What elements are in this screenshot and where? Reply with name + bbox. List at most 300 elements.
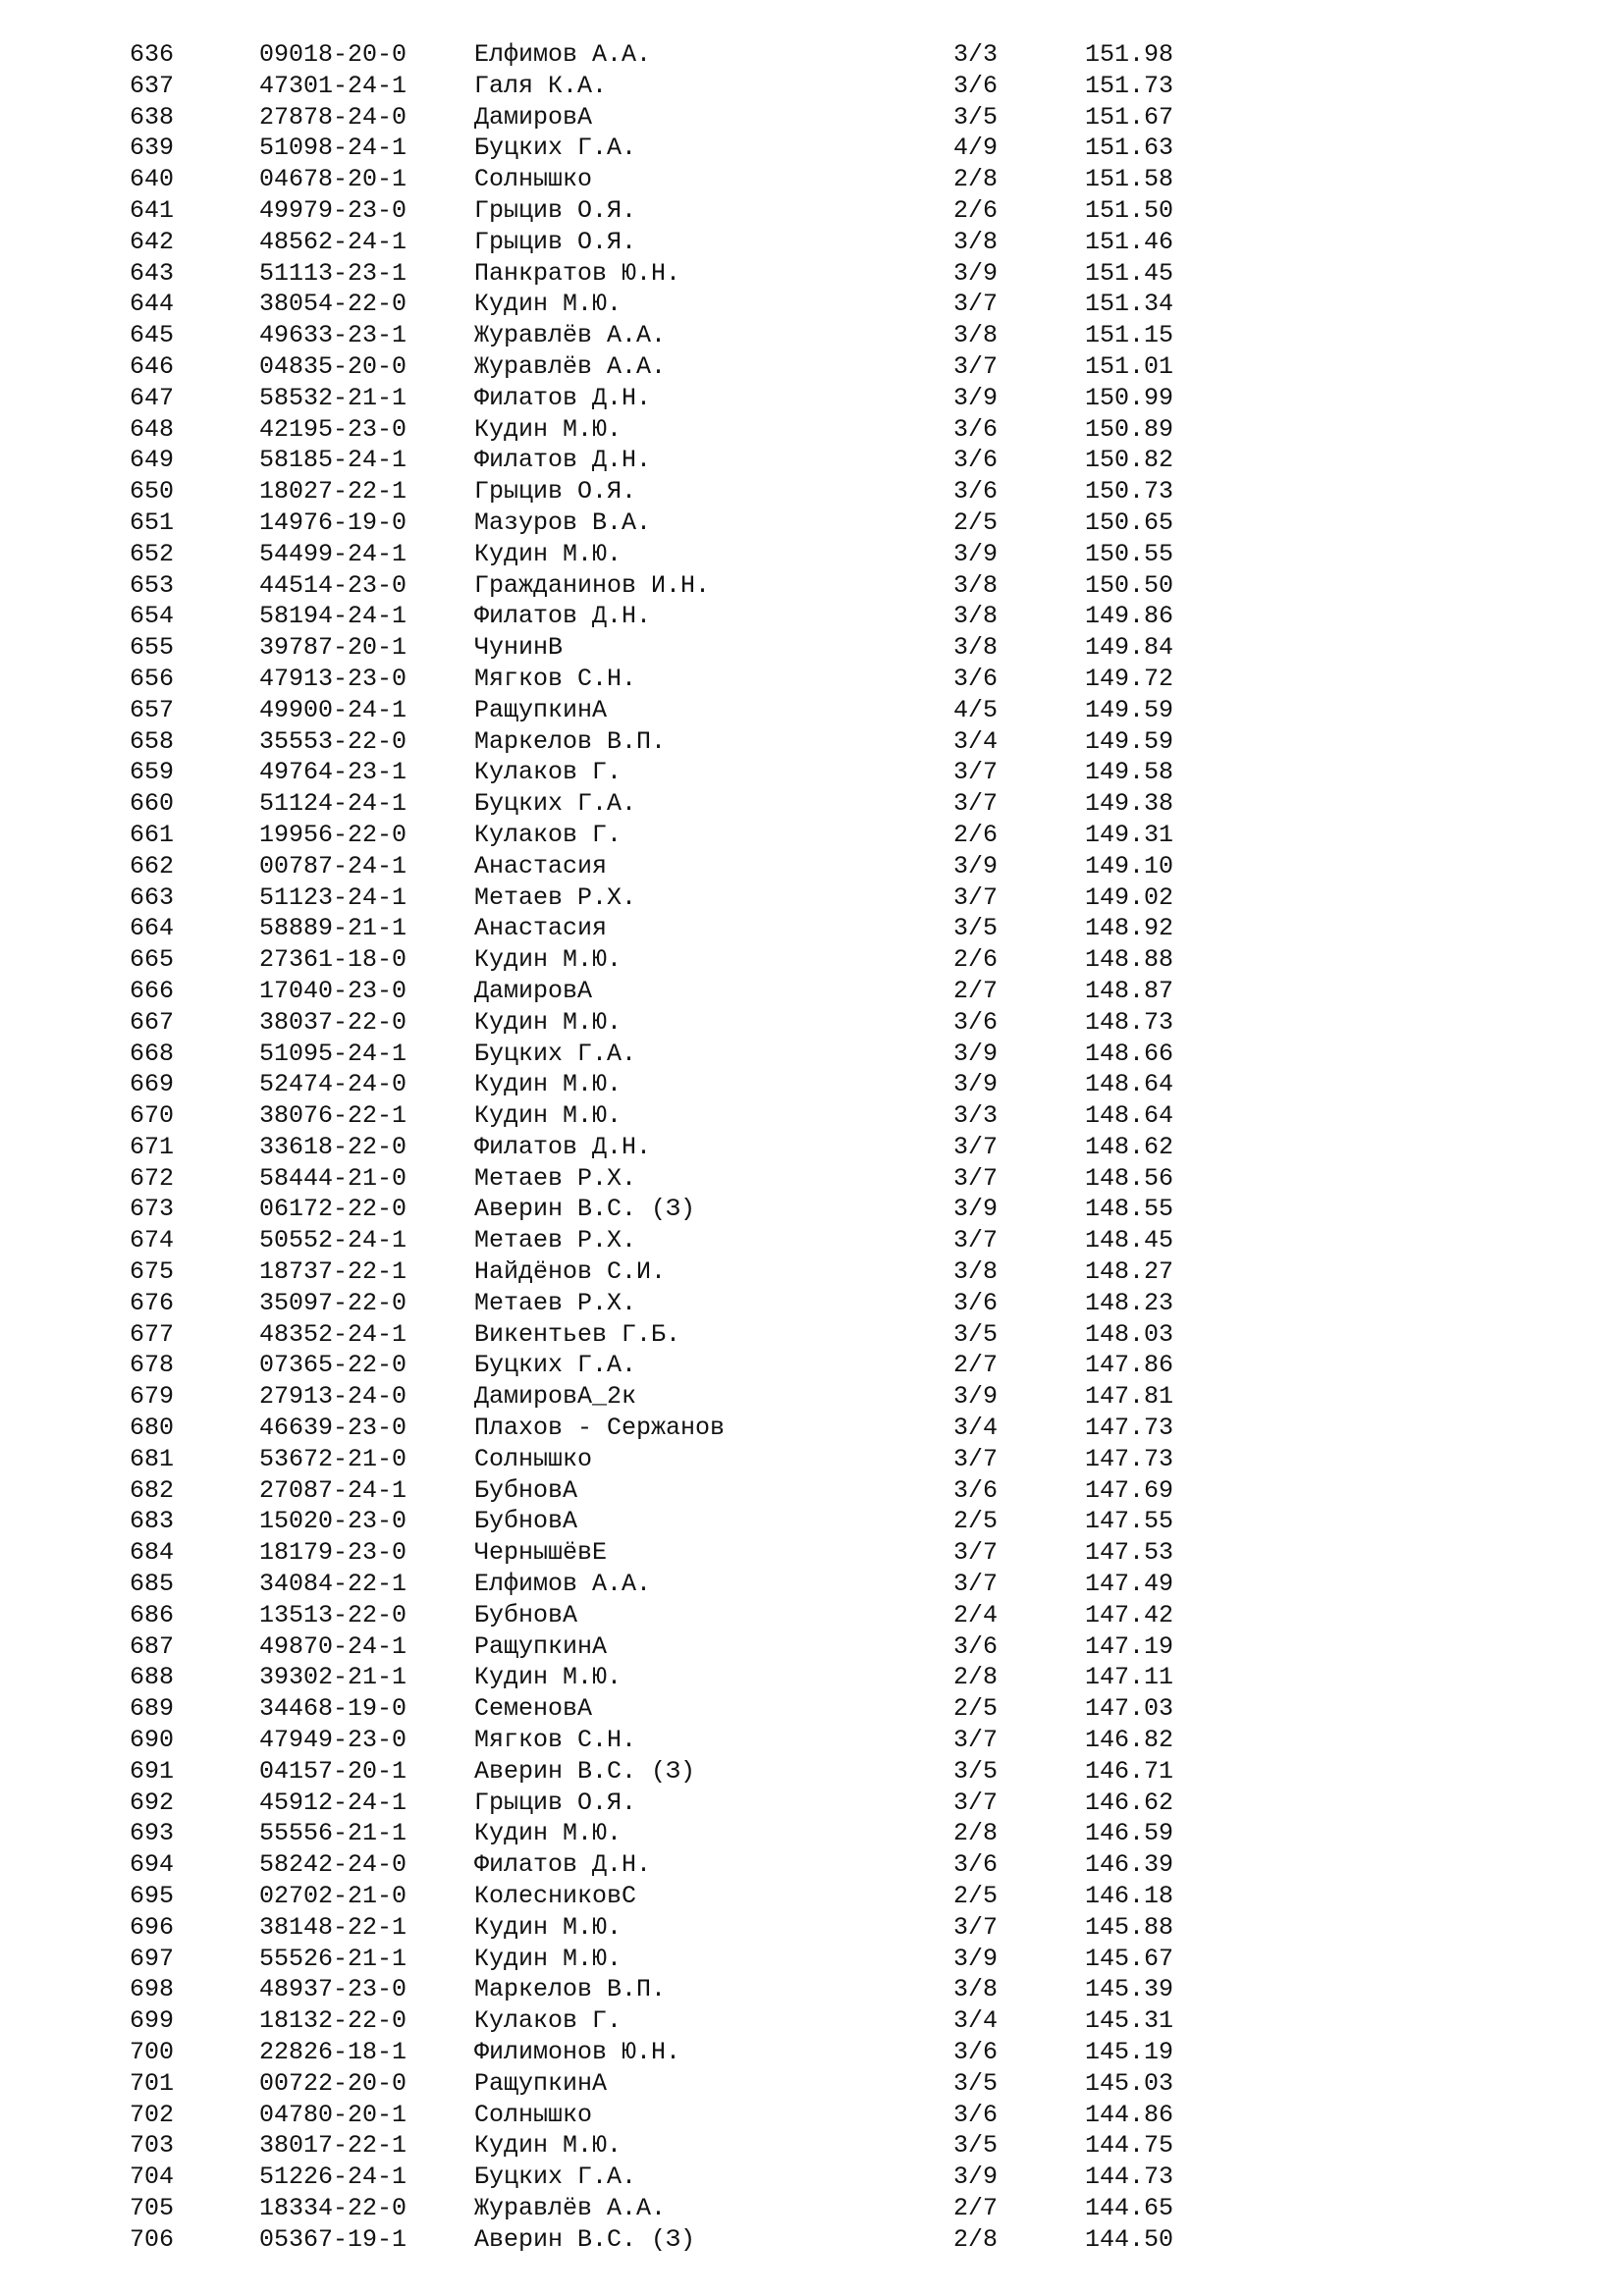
row-number: 684	[130, 1538, 175, 1568]
table-row	[0, 133, 1624, 164]
table-row	[0, 476, 1624, 507]
row-name: РащупкинА	[474, 695, 608, 724]
row-name: Буцких Г.А.	[474, 1039, 637, 1068]
row-name: Журавлёв А.А.	[474, 321, 667, 350]
row-score: 145.39	[1085, 1975, 1174, 2004]
row-name: Филатов Д.Н.	[474, 446, 652, 475]
table-row	[0, 71, 1624, 102]
row-number: 637	[130, 71, 175, 100]
row-name: Мазуров В.А.	[474, 507, 652, 537]
row-name: БубновА	[474, 1507, 578, 1536]
row-name: Грыцив О.Я.	[474, 1788, 637, 1817]
row-number: 706	[130, 2224, 175, 2254]
row-code: 49764-23-1	[259, 758, 407, 787]
row-score: 146.71	[1085, 1756, 1174, 1786]
row-name: Кудин М.Ю.	[474, 1663, 623, 1692]
row-score: 147.49	[1085, 1570, 1174, 1599]
row-code: 38054-22-0	[259, 290, 407, 319]
row-number: 696	[130, 1912, 175, 1942]
row-code: 51124-24-1	[259, 789, 407, 819]
row-name: Буцких Г.А.	[474, 2163, 637, 2192]
row-name: Кулаков Г.	[474, 2006, 623, 2036]
row-number: 698	[130, 1975, 175, 2004]
row-score: 148.27	[1085, 1257, 1174, 1287]
row-number: 647	[130, 383, 175, 412]
row-score: 151.45	[1085, 258, 1174, 288]
row-code: 58532-21-1	[259, 383, 407, 412]
table-row	[0, 1288, 1624, 1319]
row-code: 22826-18-1	[259, 2038, 407, 2066]
row-score: 147.69	[1085, 1475, 1174, 1505]
row-ratio: 3/9	[953, 1382, 999, 1412]
row-number: 675	[130, 1257, 175, 1287]
row-ratio: 3/9	[953, 258, 999, 288]
row-ratio: 3/6	[953, 1288, 999, 1317]
row-code: 34468-19-0	[259, 1694, 407, 1724]
row-name: Елфимов А.А.	[474, 1570, 652, 1599]
row-score: 151.63	[1085, 133, 1174, 163]
row-ratio: 3/8	[953, 1257, 999, 1287]
row-number: 661	[130, 820, 175, 849]
row-code: 19956-22-0	[259, 820, 407, 849]
row-code: 04678-20-1	[259, 165, 407, 194]
row-score: 148.23	[1085, 1288, 1174, 1317]
row-name: Кудин М.Ю.	[474, 414, 623, 444]
row-name: Кудин М.Ю.	[474, 1819, 623, 1848]
results-table	[0, 39, 1624, 2256]
row-name: Грыцив О.Я.	[474, 227, 637, 256]
table-row	[0, 258, 1624, 290]
row-code: 44514-23-0	[259, 570, 407, 600]
row-name: Кудин М.Ю.	[474, 290, 623, 319]
table-row	[0, 1631, 1624, 1663]
row-ratio: 3/9	[953, 2163, 999, 2192]
row-name: Аверин В.С. (З)	[474, 1195, 696, 1224]
table-row	[0, 1350, 1624, 1381]
row-score: 149.02	[1085, 882, 1174, 912]
table-row	[0, 1256, 1624, 1288]
row-name: Журавлёв А.А.	[474, 351, 667, 381]
table-row	[0, 1069, 1624, 1100]
row-number: 688	[130, 1663, 175, 1692]
row-score: 148.73	[1085, 1007, 1174, 1037]
row-number: 638	[130, 102, 175, 132]
row-name: Кудин М.Ю.	[474, 945, 623, 975]
table-row	[0, 2162, 1624, 2193]
row-ratio: 3/8	[953, 227, 999, 256]
row-score: 148.45	[1085, 1226, 1174, 1255]
row-code: 18334-22-0	[259, 2193, 407, 2222]
row-code: 38017-22-1	[259, 2131, 407, 2161]
row-name: Кудин М.Ю.	[474, 1101, 623, 1131]
row-number: 702	[130, 2100, 175, 2129]
row-score: 147.03	[1085, 1694, 1174, 1724]
table-row	[0, 976, 1624, 1007]
row-number: 660	[130, 789, 175, 819]
table-row	[0, 664, 1624, 695]
row-code: 47301-24-1	[259, 71, 407, 100]
table-row	[0, 39, 1624, 71]
row-name: Солнышко	[474, 165, 593, 194]
row-ratio: 3/5	[953, 1319, 999, 1349]
row-ratio: 3/7	[953, 290, 999, 319]
row-ratio: 3/6	[953, 446, 999, 475]
row-name: Филатов Д.Н.	[474, 1850, 652, 1880]
row-code: 17040-23-0	[259, 976, 407, 1005]
table-row	[0, 695, 1624, 726]
row-number: 676	[130, 1288, 175, 1317]
table-row	[0, 1569, 1624, 1600]
row-code: 27913-24-0	[259, 1382, 407, 1412]
row-ratio: 3/7	[953, 351, 999, 381]
row-score: 146.18	[1085, 1882, 1174, 1911]
row-number: 701	[130, 2068, 175, 2098]
row-number: 655	[130, 633, 175, 663]
row-score: 147.55	[1085, 1507, 1174, 1536]
row-name: Маркелов В.П.	[474, 726, 667, 756]
row-name: Филатов Д.Н.	[474, 383, 652, 412]
row-name: Метаев Р.Х.	[474, 1163, 637, 1193]
row-code: 18737-22-1	[259, 1257, 407, 1287]
table-row	[0, 1600, 1624, 1631]
row-number: 653	[130, 570, 175, 600]
row-code: 34084-22-1	[259, 1570, 407, 1599]
row-ratio: 3/5	[953, 1756, 999, 1786]
row-code: 18027-22-1	[259, 477, 407, 507]
row-score: 149.58	[1085, 758, 1174, 787]
row-ratio: 3/7	[953, 1163, 999, 1193]
table-row	[0, 2037, 1624, 2068]
row-score: 151.15	[1085, 321, 1174, 350]
row-number: 700	[130, 2038, 175, 2066]
table-row	[0, 882, 1624, 914]
row-score: 144.65	[1085, 2193, 1174, 2222]
row-code: 49870-24-1	[259, 1631, 407, 1661]
row-number: 679	[130, 1382, 175, 1412]
row-ratio: 3/5	[953, 2068, 999, 2098]
row-score: 149.38	[1085, 789, 1174, 819]
row-name: БубновА	[474, 1475, 578, 1505]
row-name: Кудин М.Ю.	[474, 1944, 623, 1973]
row-code: 45912-24-1	[259, 1788, 407, 1817]
row-ratio: 3/3	[953, 40, 999, 69]
row-ratio: 2/5	[953, 507, 999, 537]
row-ratio: 3/6	[953, 2038, 999, 2066]
row-score: 145.03	[1085, 2068, 1174, 2098]
row-ratio: 4/9	[953, 133, 999, 163]
row-code: 51098-24-1	[259, 133, 407, 163]
row-code: 04157-20-1	[259, 1756, 407, 1786]
row-ratio: 3/6	[953, 1631, 999, 1661]
row-name: Аверин В.С. (З)	[474, 2224, 696, 2254]
row-code: 27361-18-0	[259, 945, 407, 975]
table-row	[0, 2068, 1624, 2100]
row-code: 53672-21-0	[259, 1444, 407, 1473]
row-score: 149.59	[1085, 695, 1174, 724]
row-number: 667	[130, 1007, 175, 1037]
row-code: 49979-23-0	[259, 195, 407, 225]
table-row	[0, 1725, 1624, 1756]
row-score: 147.19	[1085, 1631, 1174, 1661]
row-name: Гражданинов И.Н.	[474, 570, 711, 600]
row-name: Буцких Г.А.	[474, 1351, 637, 1380]
row-ratio: 3/5	[953, 102, 999, 132]
row-score: 150.99	[1085, 383, 1174, 412]
table-row	[0, 2005, 1624, 2037]
row-score: 149.31	[1085, 820, 1174, 849]
row-code: 58889-21-1	[259, 914, 407, 943]
row-score: 151.67	[1085, 102, 1174, 132]
row-number: 649	[130, 446, 175, 475]
row-number: 693	[130, 1819, 175, 1848]
row-code: 35553-22-0	[259, 726, 407, 756]
row-name: Галя К.А.	[474, 71, 608, 100]
row-name: КолесниковС	[474, 1882, 637, 1911]
row-code: 27087-24-1	[259, 1475, 407, 1505]
table-row	[0, 601, 1624, 632]
row-name: Метаев Р.Х.	[474, 882, 637, 912]
row-number: 645	[130, 321, 175, 350]
row-name: Солнышко	[474, 2100, 593, 2129]
row-ratio: 3/9	[953, 383, 999, 412]
row-ratio: 3/7	[953, 789, 999, 819]
table-row	[0, 1849, 1624, 1881]
row-score: 147.73	[1085, 1444, 1174, 1473]
row-name: Кудин М.Ю.	[474, 2131, 623, 2161]
table-row	[0, 195, 1624, 227]
table-row	[0, 2224, 1624, 2256]
row-score: 148.56	[1085, 1163, 1174, 1193]
table-row	[0, 1881, 1624, 1912]
table-row	[0, 1537, 1624, 1569]
table-row	[0, 1194, 1624, 1225]
row-code: 00722-20-0	[259, 2068, 407, 2098]
row-number: 664	[130, 914, 175, 943]
row-ratio: 3/6	[953, 2100, 999, 2129]
row-score: 148.62	[1085, 1132, 1174, 1161]
row-score: 144.73	[1085, 2163, 1174, 2192]
row-code: 55556-21-1	[259, 1819, 407, 1848]
row-number: 697	[130, 1944, 175, 1973]
row-code: 27878-24-0	[259, 102, 407, 132]
row-number: 694	[130, 1850, 175, 1880]
row-code: 42195-23-0	[259, 414, 407, 444]
table-row	[0, 1912, 1624, 1944]
row-code: 58194-24-1	[259, 602, 407, 631]
row-code: 39302-21-1	[259, 1663, 407, 1692]
row-number: 668	[130, 1039, 175, 1068]
table-row	[0, 414, 1624, 446]
table-row	[0, 913, 1624, 944]
row-name: Елфимов А.А.	[474, 40, 652, 69]
row-ratio: 3/8	[953, 633, 999, 663]
row-name: Анастасия	[474, 914, 608, 943]
row-ratio: 3/8	[953, 570, 999, 600]
row-score: 151.34	[1085, 290, 1174, 319]
row-name: Буцких Г.А.	[474, 789, 637, 819]
row-ratio: 3/6	[953, 664, 999, 693]
table-row	[0, 539, 1624, 570]
table-row	[0, 632, 1624, 664]
row-score: 150.73	[1085, 477, 1174, 507]
table-row	[0, 1818, 1624, 1849]
row-name: Филимонов Ю.Н.	[474, 2038, 681, 2066]
row-name: Кудин М.Ю.	[474, 1070, 623, 1099]
table-row	[0, 1100, 1624, 1132]
row-name: Мягков С.Н.	[474, 1726, 637, 1755]
row-score: 148.64	[1085, 1070, 1174, 1099]
row-code: 48562-24-1	[259, 227, 407, 256]
table-row	[0, 1662, 1624, 1693]
row-ratio: 3/7	[953, 1444, 999, 1473]
row-score: 149.72	[1085, 664, 1174, 693]
row-ratio: 2/6	[953, 195, 999, 225]
row-number: 644	[130, 290, 175, 319]
row-ratio: 3/4	[953, 1414, 999, 1443]
row-ratio: 3/4	[953, 2006, 999, 2036]
table-row	[0, 320, 1624, 351]
row-number: 646	[130, 351, 175, 381]
row-ratio: 3/9	[953, 1039, 999, 1068]
row-code: 04835-20-0	[259, 351, 407, 381]
row-code: 02702-21-0	[259, 1882, 407, 1911]
row-ratio: 3/6	[953, 1475, 999, 1505]
table-row	[0, 1475, 1624, 1507]
table-row	[0, 820, 1624, 851]
table-row	[0, 944, 1624, 976]
row-name: Метаев Р.Х.	[474, 1226, 637, 1255]
row-number: 639	[130, 133, 175, 163]
row-name: Метаев Р.Х.	[474, 1288, 637, 1317]
row-ratio: 2/7	[953, 2193, 999, 2222]
row-score: 148.92	[1085, 914, 1174, 943]
row-score: 147.42	[1085, 1600, 1174, 1629]
row-code: 18132-22-0	[259, 2006, 407, 2036]
row-number: 689	[130, 1694, 175, 1724]
row-ratio: 3/6	[953, 1007, 999, 1037]
row-score: 148.87	[1085, 976, 1174, 1005]
row-name: ДамировА	[474, 102, 593, 132]
row-name: Кулаков Г.	[474, 820, 623, 849]
table-row	[0, 851, 1624, 882]
row-code: 58444-21-0	[259, 1163, 407, 1193]
row-code: 07365-22-0	[259, 1351, 407, 1380]
row-number: 666	[130, 976, 175, 1005]
row-name: Кудин М.Ю.	[474, 539, 623, 568]
row-ratio: 3/6	[953, 71, 999, 100]
row-ratio: 2/4	[953, 1600, 999, 1629]
table-row	[0, 1413, 1624, 1444]
row-code: 48352-24-1	[259, 1319, 407, 1349]
row-score: 151.73	[1085, 71, 1174, 100]
row-number: 687	[130, 1631, 175, 1661]
row-code: 00787-24-1	[259, 851, 407, 881]
row-score: 148.66	[1085, 1039, 1174, 1068]
row-score: 147.53	[1085, 1538, 1174, 1568]
row-ratio: 3/3	[953, 1101, 999, 1131]
row-number: 657	[130, 695, 175, 724]
row-number: 636	[130, 40, 175, 69]
row-number: 650	[130, 477, 175, 507]
row-ratio: 2/8	[953, 1819, 999, 1848]
row-score: 151.58	[1085, 165, 1174, 194]
row-code: 33618-22-0	[259, 1132, 407, 1161]
row-name: Кудин М.Ю.	[474, 1007, 623, 1037]
row-ratio: 2/5	[953, 1694, 999, 1724]
row-number: 682	[130, 1475, 175, 1505]
row-ratio: 3/7	[953, 1726, 999, 1755]
row-score: 148.03	[1085, 1319, 1174, 1349]
row-score: 150.65	[1085, 507, 1174, 537]
row-score: 145.19	[1085, 2038, 1174, 2066]
table-row	[0, 1039, 1624, 1070]
table-row	[0, 1756, 1624, 1788]
row-score: 151.98	[1085, 40, 1174, 69]
row-number: 659	[130, 758, 175, 787]
row-ratio: 3/9	[953, 1944, 999, 1973]
row-code: 47913-23-0	[259, 664, 407, 693]
table-row	[0, 351, 1624, 383]
row-number: 704	[130, 2163, 175, 2192]
row-ratio: 2/5	[953, 1507, 999, 1536]
row-number: 699	[130, 2006, 175, 2036]
row-ratio: 3/7	[953, 1132, 999, 1161]
row-code: 52474-24-0	[259, 1070, 407, 1099]
row-ratio: 4/5	[953, 695, 999, 724]
row-number: 678	[130, 1351, 175, 1380]
row-score: 151.01	[1085, 351, 1174, 381]
row-ratio: 3/8	[953, 602, 999, 631]
row-code: 04780-20-1	[259, 2100, 407, 2129]
row-number: 641	[130, 195, 175, 225]
row-ratio: 3/7	[953, 1788, 999, 1817]
row-ratio: 2/8	[953, 165, 999, 194]
row-code: 39787-20-1	[259, 633, 407, 663]
table-row	[0, 289, 1624, 320]
row-name: Журавлёв А.А.	[474, 2193, 667, 2222]
table-row	[0, 1944, 1624, 1975]
table-row	[0, 757, 1624, 788]
row-score: 150.82	[1085, 446, 1174, 475]
table-row	[0, 1319, 1624, 1351]
row-number: 671	[130, 1132, 175, 1161]
table-row	[0, 102, 1624, 133]
row-code: 09018-20-0	[259, 40, 407, 69]
row-score: 149.59	[1085, 726, 1174, 756]
row-number: 654	[130, 602, 175, 631]
row-name: Грыцив О.Я.	[474, 195, 637, 225]
row-number: 640	[130, 165, 175, 194]
table-row	[0, 726, 1624, 758]
row-number: 652	[130, 539, 175, 568]
row-name: Панкратов Ю.Н.	[474, 258, 681, 288]
row-ratio: 3/8	[953, 1975, 999, 2004]
table-row	[0, 1974, 1624, 2005]
row-ratio: 3/7	[953, 1538, 999, 1568]
table-row	[0, 788, 1624, 820]
row-name: Буцких Г.А.	[474, 133, 637, 163]
row-score: 147.11	[1085, 1663, 1174, 1692]
row-code: 38148-22-1	[259, 1912, 407, 1942]
row-score: 145.67	[1085, 1944, 1174, 1973]
row-code: 54499-24-1	[259, 539, 407, 568]
row-code: 13513-22-0	[259, 1600, 407, 1629]
row-code: 47949-23-0	[259, 1726, 407, 1755]
row-number: 672	[130, 1163, 175, 1193]
row-score: 145.88	[1085, 1912, 1174, 1942]
row-number: 642	[130, 227, 175, 256]
row-score: 145.31	[1085, 2006, 1174, 2036]
